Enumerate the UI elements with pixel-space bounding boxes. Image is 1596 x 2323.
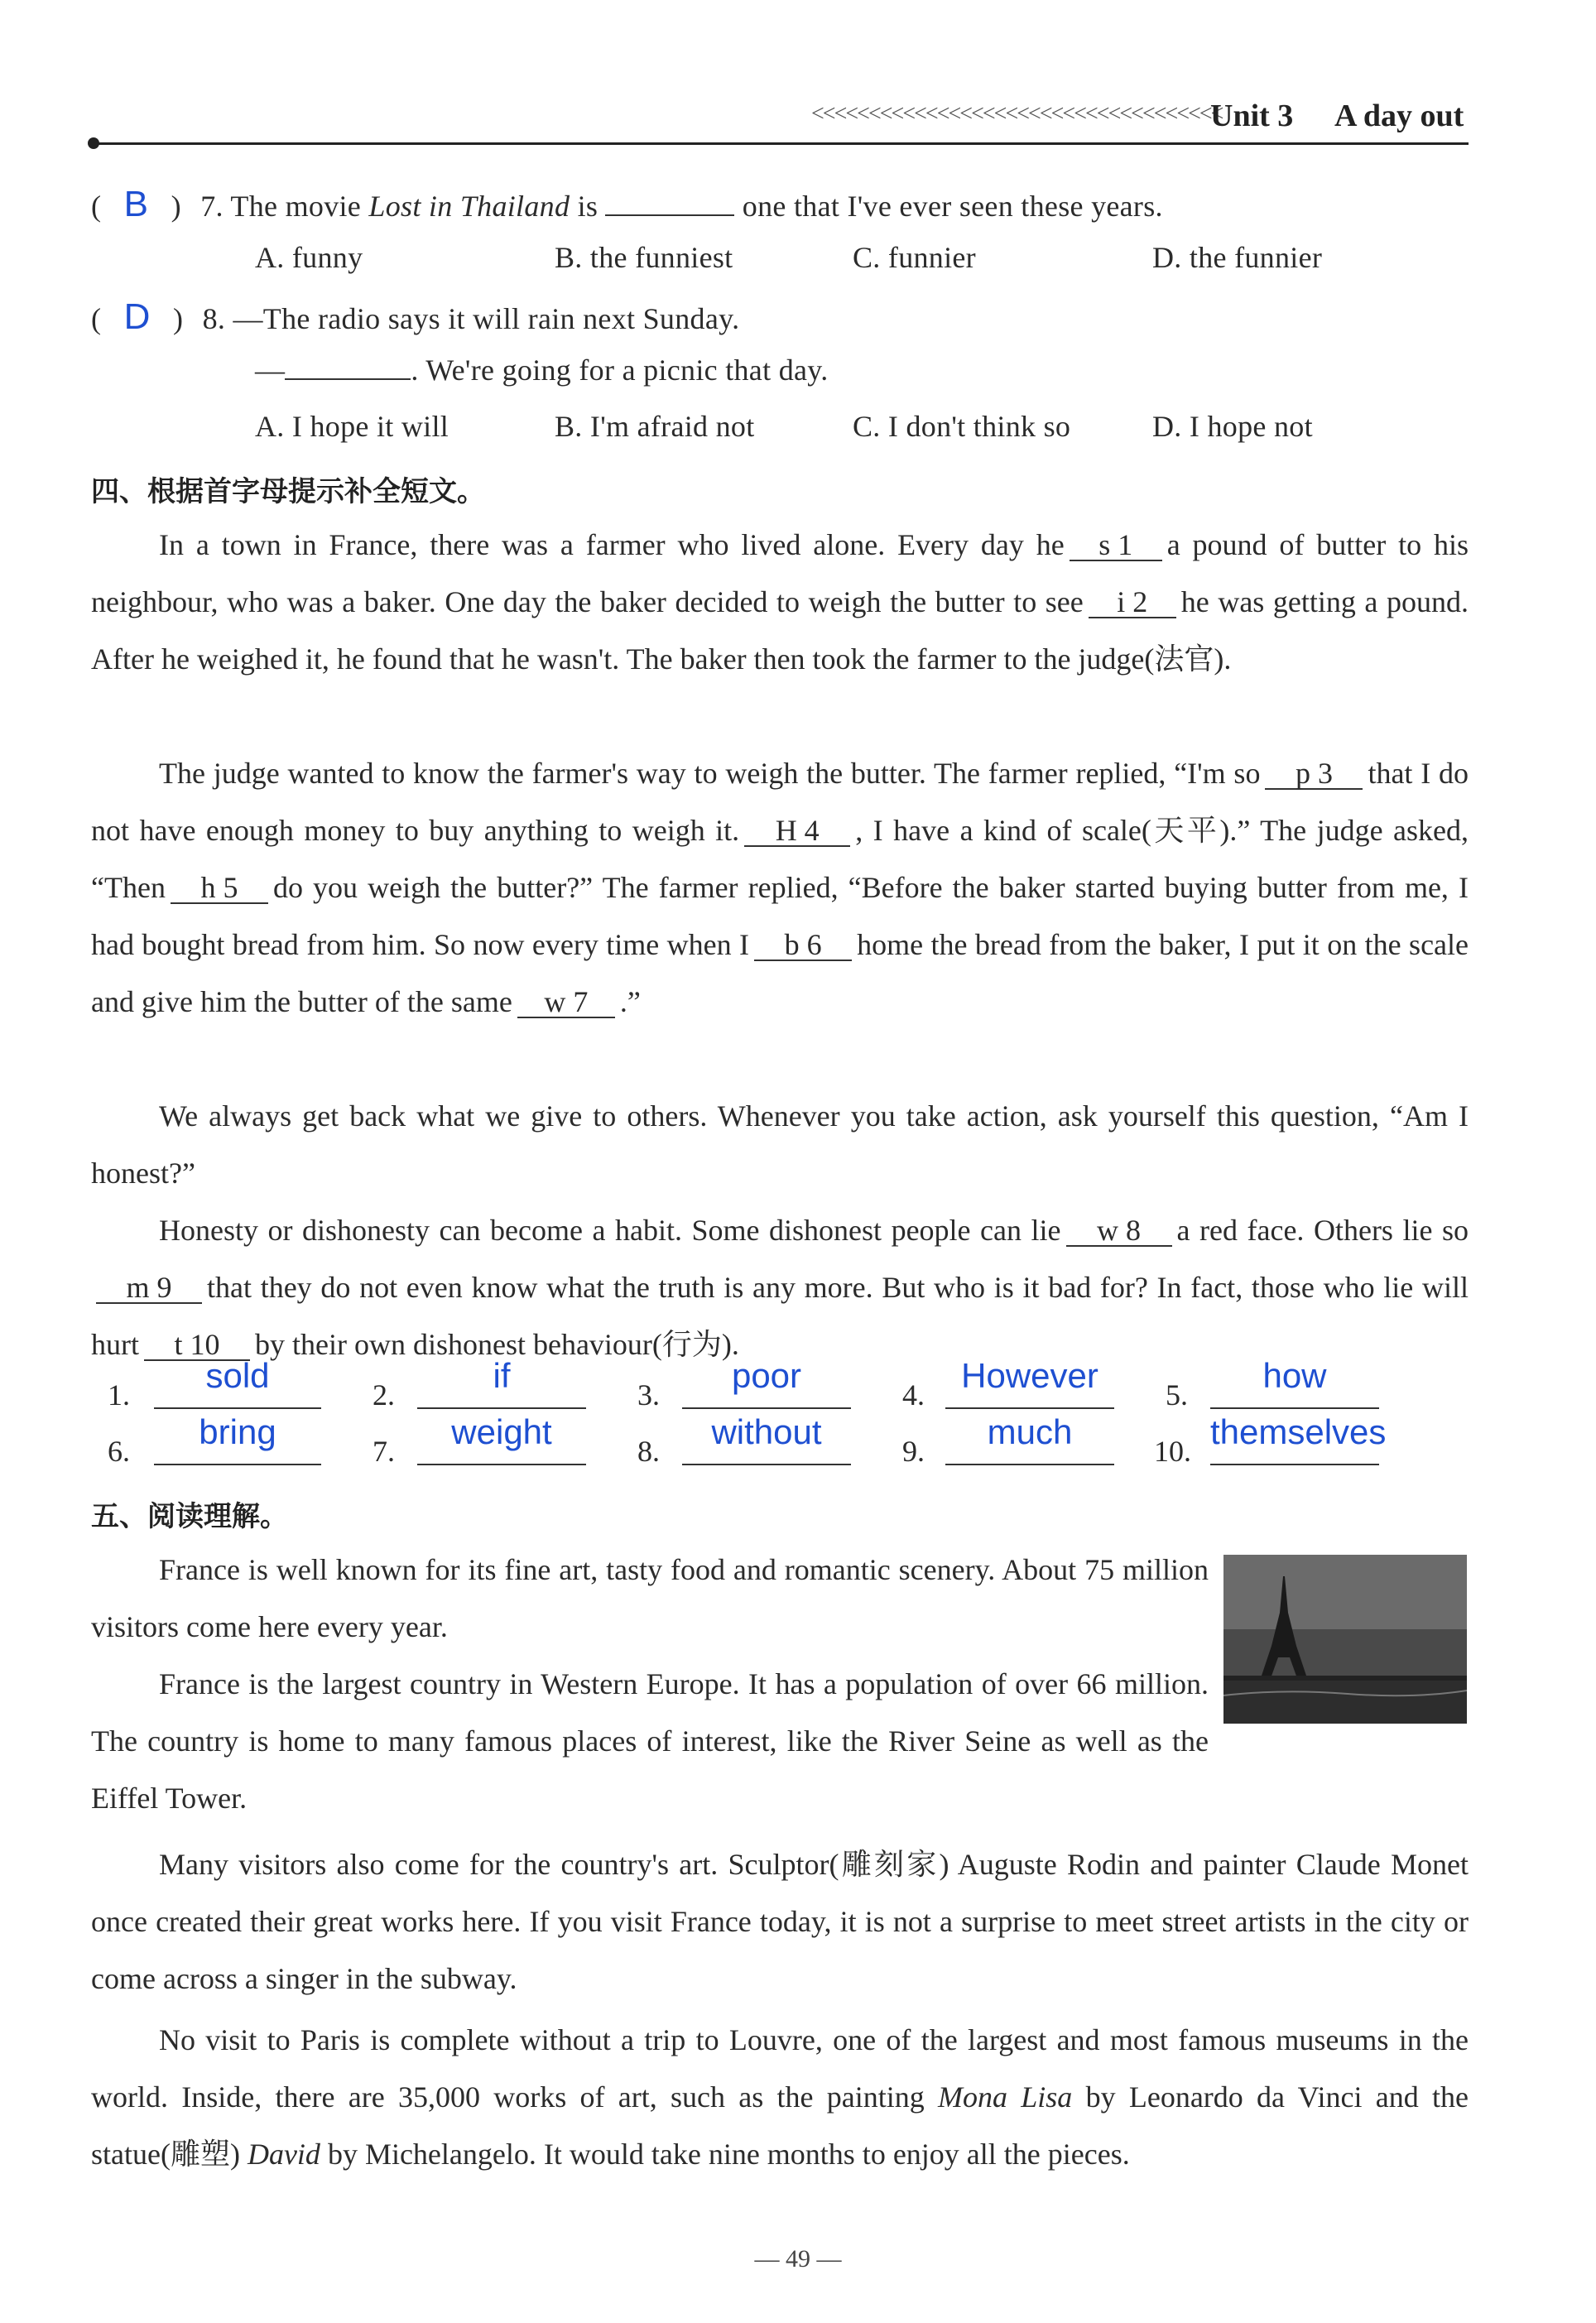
answer-word: weight bbox=[451, 1412, 552, 1451]
answer-line bbox=[1210, 1464, 1379, 1465]
gap-2: i 2 bbox=[1089, 587, 1176, 618]
gap-9: m 9 bbox=[96, 1272, 202, 1304]
answer-number: 6. bbox=[108, 1435, 130, 1468]
option-8b: B. I'm afraid not bbox=[555, 410, 755, 443]
section-4-paragraph-2: The judge wanted to know the farmer's way to weigh the butter. The farmer replied, “I'm so p 3 that I do not have enough money to buy anything to weigh it. H 4 , I have a kind of scale(天平).” The judge asked, “Then h 5 do you weigh the butter?” The farmer replied, “Before the baker started buying butter from me, I had bought bread from him. So now every time when I b 6 home the bread from the baker, I put it on the scale and give him the butter of the same w 7 .” bbox=[91, 757, 1469, 1018]
answer-line bbox=[945, 1407, 1114, 1409]
section-5-paragraph-2a: France is the largest country in Western Europe. It has a population of over 66 million. The country is home to many famous places of interest, like the River Seine as well as the Eiffel Tower. bbox=[91, 1667, 1209, 1815]
answer-word: However bbox=[961, 1356, 1098, 1395]
header-title: A day out bbox=[1334, 99, 1464, 133]
answer-word: much bbox=[987, 1412, 1073, 1451]
gap-4: H 4 bbox=[744, 815, 850, 847]
answer-word: how bbox=[1262, 1356, 1327, 1395]
option-7a: A. funny bbox=[255, 241, 363, 274]
answer-line bbox=[682, 1407, 851, 1409]
header-unit: Unit 3 bbox=[1210, 99, 1294, 133]
gap-8: w 8 bbox=[1066, 1215, 1172, 1247]
header-chevrons: <<<<<<<<<<<<<<<<<<<<<<<<<<<<<<<<<<<< bbox=[811, 101, 1223, 127]
option-7d: D. the funnier bbox=[1152, 241, 1323, 274]
dash: — bbox=[255, 354, 286, 387]
answer-blank bbox=[285, 378, 411, 380]
answer-number: 8. bbox=[637, 1435, 660, 1468]
header-rule bbox=[93, 142, 1469, 145]
question-7-stem-a: 7. The movie bbox=[200, 190, 369, 223]
gap-10: t 10 bbox=[144, 1330, 250, 1361]
answer-word: poor bbox=[731, 1356, 802, 1395]
question-8-line2 bbox=[255, 353, 829, 387]
statue-title: David bbox=[247, 2138, 320, 2171]
answer-word: if bbox=[493, 1356, 511, 1395]
answer-word: themselves bbox=[1210, 1412, 1387, 1451]
painting-title: Mona Lisa bbox=[938, 2080, 1073, 2114]
gap-5: h 5 bbox=[171, 873, 268, 904]
question-8-line2-text: . We're going for a picnic that day. bbox=[411, 354, 829, 387]
question-8 bbox=[91, 296, 739, 338]
option-8d: D. I hope not bbox=[1152, 410, 1313, 443]
section-4-paragraph-1: In a town in France, there was a farmer who lived alone. Every day he s 1 a pound of butter to his neighbour, who was a baker. One day the baker decided to weigh the butter to see i 2 he was getting a pound. After he weighed it, he found that he wasn't. The baker then took the farmer to the judge(法官). bbox=[91, 528, 1469, 676]
eiffel-tower-photo bbox=[1223, 1555, 1467, 1724]
answer-number: 5. bbox=[1166, 1378, 1188, 1412]
answer-number: 7. bbox=[373, 1435, 395, 1468]
section-4-paragraph-4: Honesty or dishonesty can become a habit. Some dishonest people can lie w 8 a red face. Others lie som 9 that they do not even know what the truth is any more. But who is it bad for? In fact, those who lie will hurt t 10 by their own dishonest behaviour(行为). bbox=[91, 1214, 1469, 1361]
answer-line bbox=[154, 1407, 321, 1409]
page-number: — 49 — bbox=[754, 2245, 842, 2272]
gap-1: s 1 bbox=[1070, 530, 1162, 561]
question-7 bbox=[91, 184, 1163, 225]
answer-number: 3. bbox=[637, 1378, 660, 1412]
answer-word: bring bbox=[199, 1412, 276, 1451]
option-8a: A. I hope it will bbox=[255, 410, 449, 443]
question-8-stem: 8. —The radio says it will rain next Sunday. bbox=[202, 302, 740, 335]
answer-line bbox=[945, 1464, 1114, 1465]
paren-open: ( bbox=[91, 302, 102, 335]
section-5-paragraph-1: France is well known for its fine art, tasty food and romantic scenery. About 75 million visitors come here every year. bbox=[91, 1553, 1209, 1643]
section-5-paragraph-4: No visit to Paris is complete without a trip to Louvre, one of the largest and most famous museums in the world. Inside, there are 35,000 works of art, such as the painting Mona Lisa by Leonardo da Vinci and the statue(雕塑) David by Michelangelo. It would take nine months to enjoy all the pieces. bbox=[91, 2023, 1469, 2171]
answer-blank bbox=[605, 214, 734, 216]
answer-number: 10. bbox=[1154, 1435, 1191, 1468]
answer-line bbox=[417, 1464, 586, 1465]
option-8c: C. I don't think so bbox=[853, 410, 1071, 443]
answer-number: 1. bbox=[108, 1378, 130, 1412]
answer-line bbox=[1210, 1407, 1379, 1409]
option-7c: C. funnier bbox=[853, 241, 976, 274]
answer-word: sold bbox=[205, 1356, 270, 1395]
answer-line bbox=[682, 1464, 851, 1465]
question-7-stem-b: is bbox=[570, 190, 606, 223]
section-5-paragraph-3: Many visitors also come for the country's art. Sculptor(雕刻家) Auguste Rodin and painter Claude Monet once created their great works here. If you visit France today, it is not a surprise to meet street artists in the city or come across a singer in the subway. bbox=[91, 1848, 1469, 1995]
gap-6: b 6 bbox=[754, 930, 852, 961]
movie-title: Lost in Thailand bbox=[368, 190, 570, 223]
answer-number: 9. bbox=[902, 1435, 925, 1468]
section-4-paragraph-3: We always get back what we give to others. Whenever you take action, ask yourself this question, “Am I honest?” bbox=[91, 1099, 1469, 1190]
answer-number: 2. bbox=[373, 1378, 395, 1412]
paren-open: ( bbox=[91, 190, 102, 223]
paren-close: ) bbox=[173, 302, 184, 335]
option-7b: B. the funniest bbox=[555, 241, 733, 274]
section-5-heading: 五、阅读理解。 bbox=[91, 1500, 288, 1533]
answer-word: without bbox=[711, 1412, 822, 1451]
answer-line bbox=[154, 1464, 321, 1465]
answer-number: 4. bbox=[902, 1378, 925, 1412]
answer-line bbox=[417, 1407, 586, 1409]
answer-7: B bbox=[123, 184, 149, 224]
gap-3: p 3 bbox=[1265, 758, 1363, 790]
section-4-heading: 四、根据首字母提示补全短文。 bbox=[91, 475, 485, 508]
answer-8: D bbox=[123, 296, 151, 337]
gap-7: w 7 bbox=[517, 987, 615, 1018]
question-7-stem-c: one that I've ever seen these years. bbox=[734, 190, 1163, 223]
paren-close: ) bbox=[171, 190, 181, 223]
